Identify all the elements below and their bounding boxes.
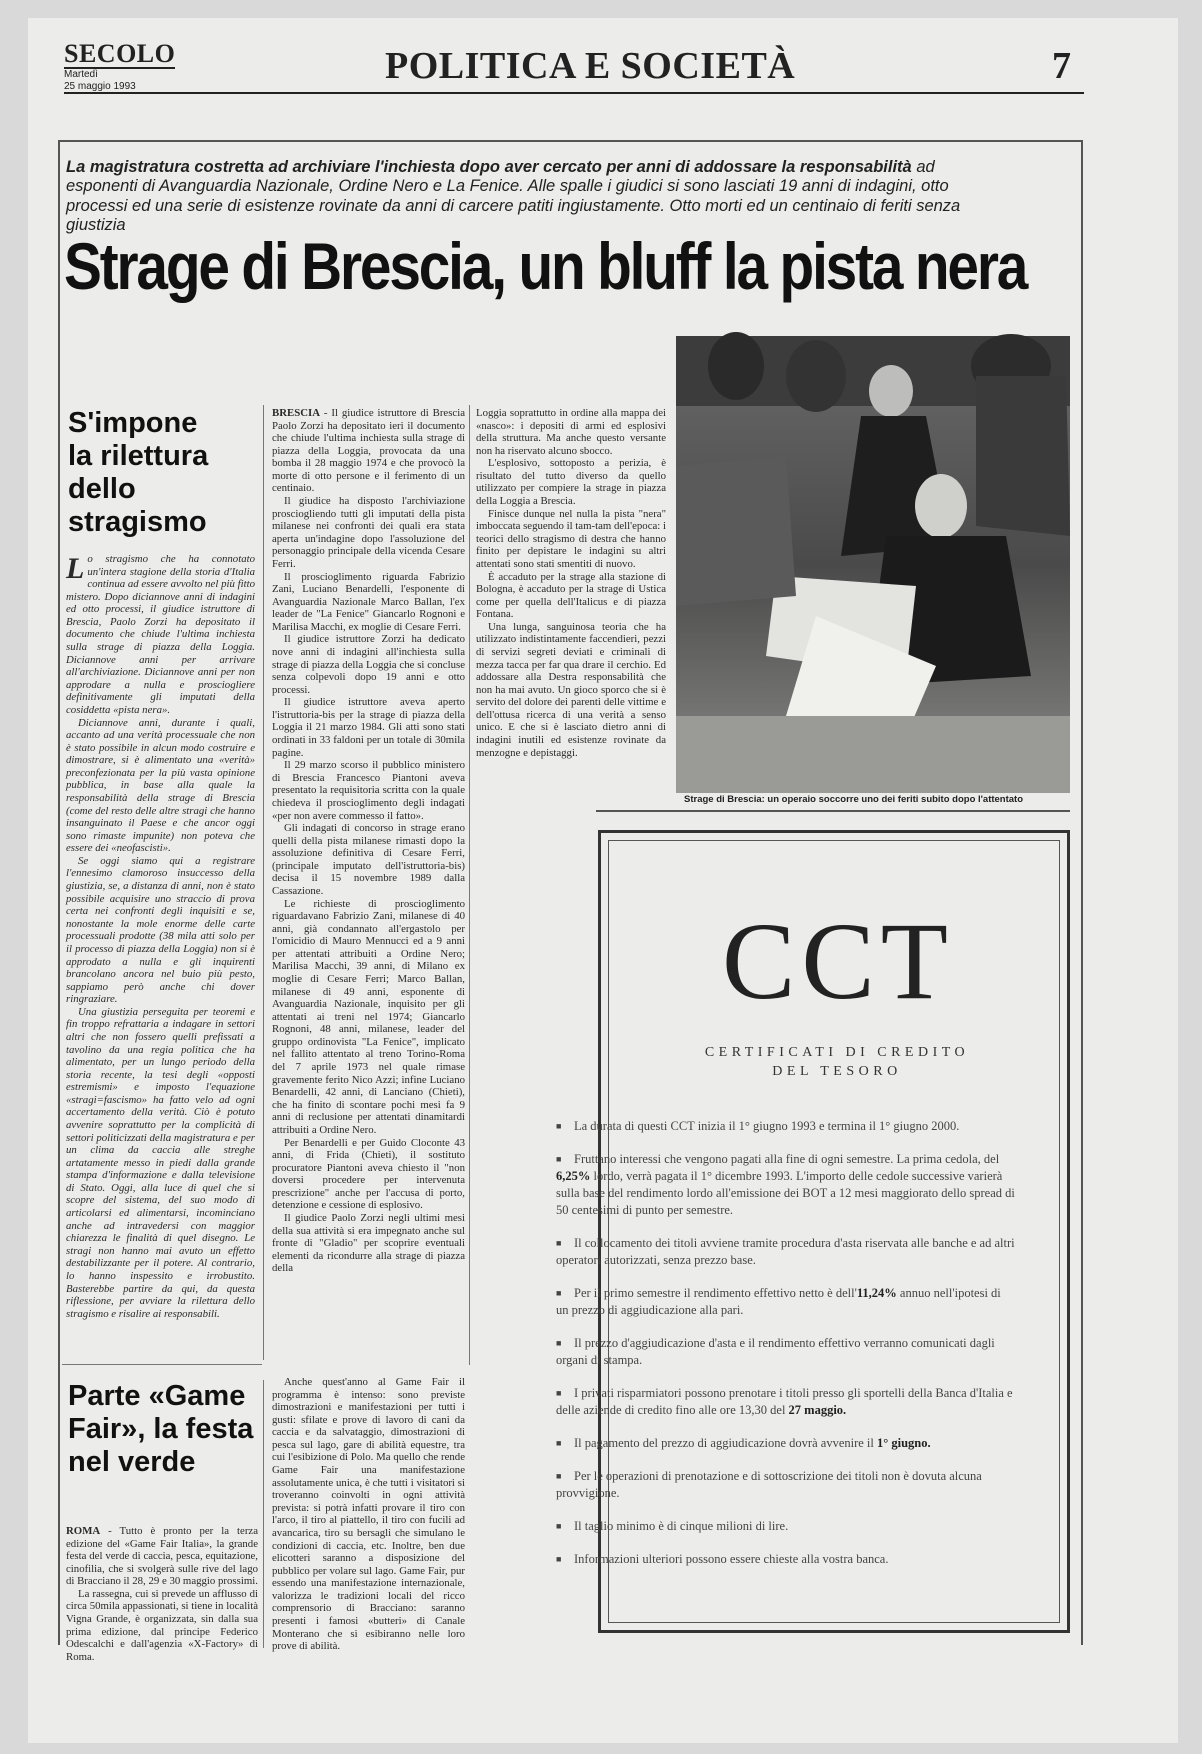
article-paragraph: Il giudice istruttore aveva aperto l'istruttoria-bis per la strage di piazza della Loggia il 21 marzo 1984. Gli atti sono stati ordinati in 33 faldoni per un totale di 30mila pagine. — [272, 696, 465, 759]
article-paragraph: Il proscioglimento riguarda Fabrizio Zani, Luciano Benardelli, l'esponente di Avanguardia Nazionale Marco Ballan, l'ex leader de "La Fenice" Giancarlo Rognoni e Marilisa Macchi, ex moglie di Cesare Ferri. — [272, 570, 465, 633]
article-paragraph: Loggia soprattutto in ordine alla mappa dei «nasco»: i depositi di armi ed esplosivi della struttura. Ma anche questo versante non ha riservato alcuno sbocco. — [476, 407, 666, 457]
article-paragraph: Il giudice istruttore Zorzi ha dedicato nove anni di indagini all'inchiesta sulla strage di piazza della Loggia che si concluse senza colpevoli dopo 19 anni e otto processi. — [272, 633, 465, 696]
editorial-paragraph: Una giustizia perseguita per teoremi e fin troppo refrattaria a indagare in settori altri che non fossero quelli prefissati a tavolino da una regia politica che ha alimentato, per un lungo periodo della storia recente, la tesi degli «opposti estremismi» e imposto l'equazione «stragi=fascismo» ha fatto velo ad ogni accertamento della verità. Ciò è potuto avvenire soprattutto per la complicità di settori politicizzati della magistratura e per un clima da caccia alle streghe artatamente messo in piedi dalla grande stampa d'informazione e dalla televisione di Stato. Oggi, alla luce di quel che si scopre del sistema, del suo modo di articolarsi ed alimentarsi, incominciano anche ad intravedersi con maggior chiarezza le finalità di quel disegno. Le stragi non hanno mai avuto un effetto destabilizzante per il potere. Al contrario, lo hanno inspessito e irrobustito. Basterebbe partire da qui, da questa riflessione, per avviare la rilettura dello stragismo e risalire ai responsabili. — [66, 1005, 255, 1320]
editorial-paragraph: o stragismo che ha connotato un'intera stagione della storia d'Italia continua ad essere avvolto nel più fitto mistero. Dopo diciannove anni di indagini ed otto processi, il giudice istruttore di Brescia, Paolo Zorzi ha depositato il documento che chiude l'ultima inchiesta sulla strage di piazza della Loggia. Diciannove anni per arrivare all'archiviazione. Diciannove anni per non approdare a nulla e prosciogliere definitivamente gli imputati della cosiddetta «pista nera». — [66, 553, 255, 716]
game-fair-dateline: ROMA — [66, 1525, 101, 1537]
bullet-icon: ■ — [556, 1238, 562, 1248]
section-divider — [596, 810, 1070, 812]
article-column-2 — [476, 407, 666, 807]
kicker-bold: La magistratura costretta ad archiviare l'inchiesta dopo aver cercato per anni di addossare la responsabilità — [66, 158, 912, 176]
issue-weekday: Martedì — [64, 69, 98, 81]
article-paragraph: Le richieste di proscioglimento riguardavano Fabrizio Zani, milanese di 40 anni, già condannato all'ergastolo per l'omicidio di Mauro Mennucci ed a 9 anni per attentati attribuiti a Ordine Nero; Marilisa Macchi, 39 anni, di Milano ex moglie di Cesare Ferri; Marco Ballan, milanese di 49 anni, esponente di Avanguardia Nazionale, inquisito per gli attentati ai treni nel 1974; Giancarlo Rognoni, 48 anni, milanese, leader del gruppo ordinovista "La Fenice", implicato nel fallito attentato al treno Torino-Roma del 7 aprile 1973 nel quale rimase gravemente ferito Nico Azzi; infine Luciano Benardelli, 42 anni, di Lanciano (Chieti), che ha finito di scontare pochi mesi fa 9 anni di reclusione per attentati dinamitardi attribuiti a Ordine Nero. — [272, 897, 465, 1136]
article-paragraph: Il giudice Paolo Zorzi negli ultimi mesi della sua attività si era impegnato anche sul fronte di "Gladio" per scoprire eventuali elementi da ricondurre alla strage di piazza della — [272, 1212, 465, 1275]
kicker-rest: ad esponenti di Avanguardia Nazionale, Ordine Nero e La Fenice. Alle spalle i giudici si sono lasciati 19 anni di indagini, otto processi ed una serie di esistenze rovinate da anni di carcere patiti ingiustamente. Otto morti ed un centinaio di feriti senza giustizia — [66, 158, 961, 234]
bullet-icon: ■ — [556, 1388, 562, 1398]
editorial-paragraph: Se oggi siamo qui a registrare l'ennesimo clamoroso insuccesso della giustizia, se, a distanza di anni, non è stato possibile acquisire uno straccio di prova certa nei confronti degli inquisiti e se, nonostante la mole enorme delle carte processuali prodotte (38 mila atti solo per il processo di piazza della Loggia) non si è approdato a nulla e gli inquirenti brancolano ancora nel buio più pesto, sappiamo però anche chi dover ringraziare. — [66, 854, 255, 1006]
bullet-icon: ■ — [556, 1288, 562, 1298]
cct-term: ■ Per il primo semestre il rendimento effettivo netto è dell'11,24% annuo nell'ipotesi di un prezzo di aggiudicazione alla pari. — [556, 1286, 1001, 1317]
editorial-dropcap: L — [66, 552, 85, 585]
column-divider — [263, 1380, 264, 1648]
cct-subtitle-line: CERTIFICATI DI CREDITO — [704, 1045, 970, 1060]
cct-term: ■ I privati risparmiatori possono prenotare i titoli presso gli sportelli della Banca d'Italia e delle aziende di credito fino alle ore 13,30 del 27 maggio. — [556, 1386, 1013, 1417]
bullet-icon: ■ — [556, 1338, 562, 1348]
article-paragraph: BRESCIA - Il giudice istruttore di Brescia Paolo Zorzi ha depositato ieri il documento che chiude l'ultima inchiesta sulla strage di piazza della Loggia, provocata da una bomba il 28 maggio 1974 e che provocò la morte di otto persone e il ferimento di un centinaio. — [272, 407, 465, 495]
editorial-body — [66, 553, 255, 1360]
column-divider — [263, 405, 264, 1360]
column-divider — [469, 405, 470, 1365]
article-paragraph: Gli indagati di concorso in strage erano quelli della pista milanese rimasti dopo la assoluzione definitiva di Cesare Ferri, (principale imputato dell'istruttoria-bis) decisa il 15 novembre 1989 dalla Cassazione. — [272, 822, 465, 897]
game-fair-body-1 — [66, 1525, 258, 1663]
cct-term: ■ Il collocamento dei titoli avviene tramite procedura d'asta riservata alle banche e ad altri operatori autorizzati, senza prezzo base. — [556, 1236, 1015, 1267]
article-paragraph: Per Benardelli e per Guido Cloconte 43 anni, di Frida (Chieti), il sostituto procuratore Piantoni aveva chiesto il "non doversi procedere per intervenuta prescrizione" anche per l'accusa di porto, detenzione e cessione di esplosivo. — [272, 1136, 465, 1212]
issue-date: 25 maggio 1993 — [64, 80, 136, 92]
cct-term: ■ Il prezzo d'aggiudicazione d'asta e il rendimento effettivo verranno comunicati dagli organi di stampa. — [556, 1336, 995, 1367]
game-fair-title: Parte «Game Fair», la festa nel verde — [68, 1380, 254, 1479]
article-paragraph: È accaduto per la strage alla stazione di Bologna, è accaduto per la strage di Ustica come per quella dell'Italicus e di piazza Fontana. — [476, 570, 666, 621]
bullet-icon: ■ — [556, 1554, 562, 1564]
bullet-icon: ■ — [556, 1121, 562, 1131]
bullet-icon: ■ — [556, 1471, 562, 1481]
article-dateline: BRESCIA — [272, 407, 321, 419]
article-column-1 — [272, 407, 465, 1367]
editorial-paragraph: Diciannove anni, durante i quali, accanto ad una verità processuale che non è stato possibile in alcun modo costruire e dimostrare, si è alimentato una «verità» preconfezionata per la più vasta opinione pubblica, in base alla quale la responsabilità della strage di Brescia (come del resto delle altre stragi che hanno insanguinato il Paese e che ancor oggi sono rimaste impunite) non poteva che essere dei «neofascisti». — [66, 716, 255, 855]
game-fair-paragraph: Anche quest'anno al Game Fair il programma è intenso: sono previste dimostrazioni e manifestazioni per tutti i gusti: sfilate e prove di lavoro di cani da caccia e da salvataggio, dimostrazioni di pesca sul lago, gare di abilità equestre, tra cui l'esibizione di Polo. Ma quello che rende Game Fair una manifestazione assolutamente unica, è che tutti i visitatori si troveranno coinvolti in ogni attività prevista: si potrà infatti provare il tiro con l'arco, il tiro al piattello, il tiro con fucili ad avancarica, tiro su bersagli che simulano le condizioni di caccia, etc. Inoltre, ben due elicotteri saranno a disposizione del pubblico per volare sul lago. Game Fair, pur essendo una manifestazione internazionale, valorizza le tradizioni locali del ricco comprensorio di Bracciano: saranno presenti i famosi «butteri» di Canale Monterano che si esibiranno nelle loro prove di abilità. — [272, 1376, 465, 1653]
header-rule — [64, 92, 1084, 94]
headline: Strage di Brescia, un bluff la pista nera — [64, 229, 1027, 303]
bullet-icon: ■ — [556, 1521, 562, 1531]
news-photo — [676, 336, 1070, 793]
cct-subtitle — [612, 1044, 1062, 1082]
bullet-icon: ■ — [556, 1154, 562, 1164]
photo-image — [676, 336, 1070, 793]
cct-term: ■ La durata di questi CCT inizia il 1° giugno 1993 e termina il 1° giugno 2000. — [556, 1119, 960, 1133]
bullet-icon: ■ — [556, 1438, 562, 1448]
article-paragraph: Il 29 marzo scorso il pubblico ministero di Brescia Francesco Piantoni aveva presentato la requisitoria scritta con la quale chiedeva il proscioglimento degli indagati «per non avere commesso il fatto». — [272, 759, 465, 822]
photo-caption: Strage di Brescia: un operaio soccorre uno dei feriti subito dopo l'attentato — [684, 794, 1024, 805]
newspaper-logo: SECOLO — [64, 39, 176, 68]
kicker — [66, 158, 1006, 235]
cct-subtitle-line: DEL TESORO — [772, 1063, 902, 1079]
cct-logo: CCT — [722, 900, 954, 1022]
article-paragraph: Una lunga, sanguinosa teoria che ha utilizzato indistintamente faccendieri, pezzi di servizi segreti deviati e criminali di mezza tacca per far qua drare il cerchio. Ed addossare alla Destra responsabilità che non ha mai avuto. Un gioco sporco che si è servito del dolore dei parenti delle vittime e dell'ottusa ricerca di una verità a senso unico. E che si è lasciato dietro anni di indagini inutili ed esistenze rovinate da menzogne e depistaggi. — [476, 620, 666, 759]
section-title: POLITICA E SOCIETÀ — [385, 45, 796, 87]
cct-term: ■ Informazioni ulteriori possono essere chieste alla vostra banca. — [556, 1552, 889, 1566]
game-fair-paragraph: ROMA - Tutto è pronto per la terza edizione del «Game Fair Italia», la grande festa del verde di caccia, pesca, equitazione, cinofilia, che si svolgerà sulle rive del lago di Bracciano il 28, 29 e 30 maggio prossimi. — [66, 1525, 258, 1588]
game-fair-body-2 — [272, 1376, 465, 1653]
masthead — [64, 40, 175, 92]
page-number: 7 — [1052, 45, 1071, 87]
section-divider — [62, 1364, 262, 1365]
cct-term: ■ Per le operazioni di prenotazione e di sottoscrizione dei titoli non è dovuta alcuna provvigione. — [556, 1469, 982, 1500]
game-fair-paragraph: La rassegna, cui si prevede un afflusso di circa 50mila appassionati, si tiene in località Vigna Grande, è organizzata, sin dalla sua prima edizione, dal principe Federico Odescalchi e dall'agenzia «X-Factory» di Roma. — [66, 1587, 258, 1663]
article-paragraph: Il giudice ha disposto l'archiviazione prosciogliendo tutti gli imputati della pista milanese nei confronti dei quali era stata aperta un'indagine dopo l'assoluzione del personaggio principale della vicenda Cesare Ferri. — [272, 495, 465, 570]
cct-terms-list — [556, 1118, 1016, 1584]
cct-term: ■ Fruttano interessi che vengono pagati alla fine di ogni semestre. La prima cedola, del 6,25% lordo, verrà pagata il 1° dicembre 1993. L'importo delle cedole successive varierà sulla base del rendimento lordo all'emissione dei BOT a 12 mesi maggiorato dello spread di 50 centesimi di punto per semestre. — [556, 1152, 1015, 1217]
article-paragraph: L'esplosivo, sottoposto a perizia, è risultato del tutto diverso da quello utilizzato per compiere la strage in piazza della Loggia a Brescia. — [476, 457, 666, 508]
cct-term: ■ Il pagamento del prezzo di aggiudicazione dovrà avvenire il 1° giugno. — [556, 1436, 931, 1450]
editorial-title: S'impone la rilettura dello stragismo — [68, 407, 209, 539]
article-paragraph: Finisce dunque nel nulla la pista "nera" imboccata seguendo il tam-tam dell'epoca: i teorici dello stragismo di destra che hanno finito per depistare le indagini su altri attentati sono stati smentiti di nuovo. — [476, 507, 666, 570]
cct-term: ■ Il taglio minimo è di cinque milioni di lire. — [556, 1519, 789, 1533]
